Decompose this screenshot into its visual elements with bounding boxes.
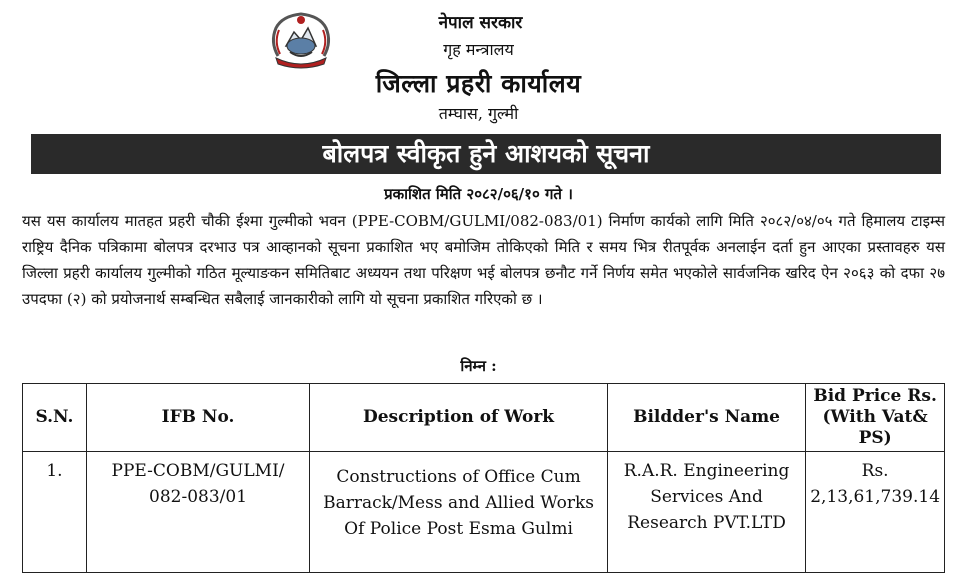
header-price-line2: (With Vat& PS) — [822, 407, 928, 448]
cell-bidder — [607, 452, 805, 573]
bidder-line3: Research PVT.LTD — [627, 513, 786, 533]
header-ifb: IFB No. — [86, 384, 309, 452]
notice-body: यस यस कार्यालय मातहत प्रहरी चौकी ईश्मा गुल्मीको भवन (PPE-COBM/GULMI/082-083/01) निर्माण कार्यको लागि मिति २०८२/०४/०५ गते हिमालय टाइम्स राष्ट्रिय दैनिक पत्रिकामा बोलपत्र दरभाउ पत्र आव्हानको सूचना प्रकाशित भए बमोजिम तोकिएको मिति र समय भित्र रीतपूर्वक अनलाईन दर्ता हुन आएका प्रस्तावहरु यस जिल्ला प्रहरी कार्यालय गुल्मीको गठित मूल्याङकन समितिबाट अध्ययन तथा परिक्षण भई बोलपत्र छनौट गर्ने निर्णय समेत भएकोले सार्वजनिक खरिद ऐन २०६३ को दफा २७ उपदफा (२) को प्रयोजनार्थ सम्बन्धित सबैलाई जानकारीको लागि यो सूचना प्रकाशित गरिएको छ । — [22, 212, 945, 308]
header-price-line1: Bid Price Rs. — [813, 386, 937, 406]
header-price — [806, 384, 945, 452]
desc-line2: Barrack/Mess and Allied Works — [323, 493, 594, 513]
ifb-line1: PPE-COBM/GULMI/ — [111, 461, 285, 481]
cell-ifb — [86, 452, 309, 573]
office-name: जिल्ला प्रहरी कार्यालय — [375, 69, 582, 98]
desc-line1: Constructions of Office Cum — [336, 467, 581, 487]
notice-title-banner: बोलपत्र स्वीकृत हुने आशयको सूचना — [31, 134, 941, 174]
table-header-row — [23, 384, 945, 452]
cell-sn: 1. — [23, 452, 87, 573]
cell-description — [310, 452, 608, 573]
table-row — [23, 452, 945, 573]
bid-table — [22, 383, 945, 573]
government-name: नेपाल सरकार — [438, 13, 523, 33]
ifb-line2: 082-083/01 — [149, 487, 248, 507]
header-description: Description of Work — [310, 384, 608, 452]
cell-price: Rs. 2,13,61,739.14 — [806, 452, 945, 573]
ministry-name: गृह मन्त्रालय — [443, 40, 514, 59]
header-bidder: Bildder's Name — [607, 384, 805, 452]
office-address: तम्घास, गुल्मी — [438, 104, 519, 123]
header-sn: S.N. — [23, 384, 87, 452]
desc-line3: Of Police Post Esma Gulmi — [344, 519, 573, 539]
bidder-line2: Services And — [650, 487, 763, 507]
published-date: प्रकाशित मिति २०८२/०६/१० गते । — [384, 185, 573, 203]
bidder-line1: R.A.R. Engineering — [623, 461, 790, 481]
following-label: निम्न : — [460, 357, 497, 375]
